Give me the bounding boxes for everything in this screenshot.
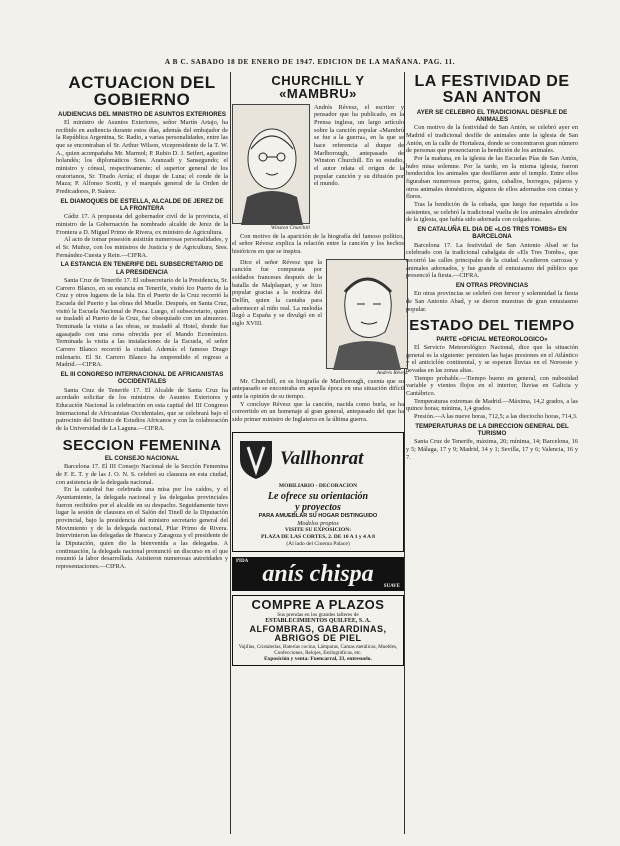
- page-header: A B C. SABADO 18 DE ENERO DE 1947. EDICION DE LA MAÑANA. PAG. 11.: [164, 58, 456, 66]
- ad-anis-brand: anís chispa: [262, 561, 374, 588]
- ad-address: PLAZA DE LAS CORTES, 2. DE 10 A 1 y 4 A 8: [261, 533, 375, 540]
- churchill-portrait-block: [232, 104, 310, 231]
- churchill-portrait: [232, 104, 310, 224]
- subheading: LA ESTANCIA EN TENERIFE DEL SUBSECRETARIO DE LA PRESIDENCIA: [60, 261, 224, 276]
- article-paragraph: Presión.—A las nueve horas, 712,5; a las dieciocho horas, 714,3.: [414, 412, 578, 420]
- ad-line: PARA AMUEBLAR SU HOGAR DISTINGUIDO: [258, 513, 378, 520]
- ad-address: Exposición y venta: Fuencarral, 33, entresuelo.: [264, 656, 372, 663]
- article-paragraph: Dice el señor Révesz que la canción fue compuesta por soldados franceses después de la batalla de Malplaquet, y se hizo popular gracias a la nodriza del Delfín, quien la cantaba para adormecer al niño real. La melodía llegó a España y se divulgó en el siglo XVIII.: [232, 258, 322, 327]
- subheading: AYER SE CELEBRO EL TRADICIONAL DESFILE DE ANIMALES: [416, 108, 568, 123]
- revesz-portrait: [326, 259, 408, 369]
- article-paragraph: Y concluye Révesz que la canción, nacida como burla, se ha convertido en un homenaje al gran general, antepasado del que ha sido primer ministro de Inglaterra en la última guerra.: [232, 400, 404, 423]
- ad-vallhonrat-header: [236, 437, 400, 481]
- ad-line: Le ofrece su orientación: [267, 491, 369, 503]
- subheading: PARTE «OFICIAL METEOROLOGICO»: [436, 335, 548, 343]
- ad-line: Sus prendas en los grandes talleres de: [277, 611, 359, 618]
- article-paragraph: Cádiz 17. A propuesta del gobernador civil de la provincia, el ministro de la Gobernación ha nombrado alcalde de Jerez de la Frontera a D. Miguel Primo de Rivera, ex ministro de Agricultura.: [56, 213, 228, 236]
- column-middle: [232, 72, 408, 834]
- ad-line: (Al lado del Cinema Palace): [286, 540, 350, 547]
- subheading: EL CONSEJO NACIONAL: [104, 454, 180, 462]
- ad-line: Vajillas, Cristalerías, Baterías cocina, Lámparas, Camas metálicas, Muebles, Confecciones, Relojes, Estilográficas, etc.: [238, 643, 398, 656]
- subheading: EL DIAMOQUES DE ESTELLA, ALCALDE DE JEREZ DE LA FRONTERA: [60, 197, 224, 212]
- subheading: EN CATALUÑA EL DIA DE «LOS TRES TOMBS» EN BARCELONA: [417, 225, 567, 241]
- ad-compre-title: COMPRE A PLAZOS: [251, 597, 385, 613]
- ad-line: Modelos propios: [297, 519, 339, 527]
- portrait-sketch-icon: [327, 260, 407, 370]
- revesz-block: [232, 258, 408, 376]
- article-paragraph: Tiempo probable.—Tiempo bueno en general, con nubosidad variable y vientos flojos en el interior; lluvias en Galicia y Cantábrico.: [406, 374, 578, 397]
- article-paragraph: Barcelona 17. El III Consejo Nacional de la Sección Femenina de F. E. T. y de las J. O. N. S. celebró su clausura en esta ciudad, con asistencia de la delegada nacional.: [56, 463, 228, 486]
- article-title-tiempo: ESTADO DEL TIEMPO: [409, 317, 575, 335]
- subheading: EL III CONGRESO INTERNACIONAL DE AFRICANISTAS OCCIDENTALES: [60, 371, 224, 386]
- article-paragraph: Tras la bendición de la cebada, que luego fue repartida a los asistentes, se celebró la tradicional vuelta de los animales alrededor de la iglesia, que había sido adornada con colgaduras.: [406, 200, 578, 224]
- subheading: TEMPERATURAS DE LA DIRECCION GENERAL DEL TURISMO: [415, 422, 569, 437]
- ad-anis-small: PIDA: [236, 559, 249, 565]
- ad-anis-tag: SUAVE: [383, 584, 400, 590]
- article-paragraph: Andrés Révesz, el escritor y pensador que ha publicado, en la Prensa inglesa, un largo artículo sobre la canción popular «Mambrú se fue a la guerra», en la que se hace referencia al duque de Marlborough, antepasado de Winston Churchill. En su estudio, el autor relata el origen de la popular canción y su difusión por el mundo.: [314, 103, 404, 188]
- subheading: EN OTRAS PROVINCIAS: [455, 281, 529, 289]
- article-paragraph: Con motivo de la festividad de San Antón, se celebró ayer en Madrid el tradicional desfile de animales ante la iglesia de San Antón, en la calle de Hortaleza, donde se concentraron gran número de personas que presenciaron la bendición de los animales.: [406, 124, 578, 155]
- ad-vallhonrat: [232, 432, 404, 553]
- shield-logo-icon: [236, 437, 276, 481]
- photo-caption: Winston Churchill: [270, 224, 310, 231]
- photo-caption: Andrés Révesz: [376, 369, 408, 376]
- article-title-seccion-femenina: SECCION FEMENINA: [62, 436, 222, 454]
- portrait-sketch-icon: [233, 105, 311, 225]
- ad-line: ALFOMBRAS, GABARDINAS, ABRIGOS DE PIEL: [249, 624, 387, 644]
- article-paragraph: En la catedral fue celebrada una misa por los caídos, y el Ayuntamiento, la delegada nacional y las delegadas provinciales fueron recibidos por el alcalde en su despacho. Seguidamente tuvo lugar la sesión de clausura en el Salón del Tinell de la Diputación provincial, bajo la presidencia del ministro secretario general del Movimiento y de la delegada nacional, Pilar Primo de Rivera. Intervinieron las delegadas de Huesca y Zaragoza y el presidente de la Diputación, quien dio la bienvenida a las delegadas. A continuación, la delegada nacional pronunció un discurso en el que resumió la labor desarrollada. Asistieron numerosas autoridades y representaciones.—CIFRA.: [56, 486, 228, 571]
- article-title-san-anton: LA FESTIVIDAD DE SAN ANTON: [414, 73, 570, 107]
- ad-line: VISITE SU EXPOSICION:: [284, 527, 352, 534]
- article-paragraph: Santa Cruz de Tenerife 17. El subsecretario de la Presidencia, Sr. Carrero Blanco, en su estancia en Tenerife, visitó Ico Puerto de la Cruz y otros lugares de la isla. En el Puerto de la Cruz recorrió la Escuela del Puerto y las obras del Muelle. Después, en Santa Cruz, visitó la Escuela Nacional de Pesca. Luego, el subsecretario, quien se trasladó al Puerto de la Cruz, fue obsequiado con un almuerzo. Terminada la visita a las obras, se trasladó al Hotel, donde fue agasajado con una cena ofrecida por el Mando Económico. Terminada la visita a las instalaciones de la Escuela, el señor Carrero Blanco recorrió la ciudad. Además el famoso Drago milenario. El Sr. Carrero Blanco ha emprendido el regreso a Madrid.—CIFRA.: [56, 276, 228, 369]
- ad-tagline: MOBILIARIO - DECORACION: [278, 482, 358, 489]
- article-title-gobierno: ACTUACION DEL GOBIERNO: [68, 73, 216, 110]
- article-paragraph: Por la mañana, en la iglesia de las Escuelas Pías de San Antón, hubo misa solemne. Por la tarde, en la misma iglesia, fueron bendecidos los animales que desfilaron ante el templo. Entre ellos figuraban numerosos perros, gatos, caballos, borregos, pájaros y otros animales domésticos, algunos de ellos adornados con cintas y flores.: [406, 154, 578, 201]
- article-title-churchill: CHURCHILL Y «MAMBRU»: [271, 73, 365, 102]
- article-paragraph: El ministro de Asuntos Exteriores, señor Martín Artajo, ha recibido en audiencia durante estos días, además del embajador de la República Argentina, Sr. Radio, a varias personalidades, entre las que se encontraban el Sr. Arthur Wilson, vicepresidente de la T. W. A., quien acompañaba Mr. Marmol; P. Rubio D. J. Seifert, agustino holandés; los diplomáticos Sres. Aranzadi y Sansegundo; el ministro y cónsul, respectivamente; el superior general de los oratorianos, Sr. Tirado Arrúa; el duque de Luna; el conde de la Maza; P. Alfonso Scotti, y el marqués general de la Orden de Predicadores, P. Suárez.: [56, 118, 228, 196]
- article-paragraph: En otras provincias se celebró con fervor y solemnidad la fiesta de San Antonio Abad, y se dieron muestras de gran entusiasmo popular.: [406, 290, 578, 313]
- churchill-block: [232, 104, 404, 231]
- article-paragraph: Barcelona 17. La festividad de San Antonio Abad se ha celebrado con la tradicional cabalgata de «Els Tres Tombs», que recorrió las calles principales de la ciudad. Acudieron carrozas y animales adornados, y fue grande el entusiasmo del público que presenció la fiesta.—CIFRA.: [406, 241, 578, 280]
- ad-line: ESTABLECIMIENTOS QUILFEE, S. A.: [265, 618, 371, 625]
- column-divider: [230, 72, 231, 834]
- subheading: AUDIENCIAS DEL MINISTRO DE ASUNTOS EXTERIORES: [58, 110, 226, 118]
- revesz-portrait-block: [326, 259, 408, 376]
- column-divider: [404, 72, 405, 834]
- article-paragraph: Santa Cruz de Tenerife 17. El Alcalde de Santa Cruz ha acordado solicitar de los ministros de Asuntos Exteriores y Educación Nacional la celebración en esta capital del III Congreso Internacional de Africanistas Occidentales, que se celebrará bajo el patrocinio del Instituto de Estudios Africanos y con la colaboración de la Universidad de La Laguna.—CIFRA.: [56, 386, 228, 433]
- article-paragraph: El Servicio Meteorológico Nacional, dice que la situación general es la siguiente: persisten las bajas presiones en el Atlántico y el anticiclón continental, y se esperan lluvias en el Noroeste y nevadas en las zonas altas.: [406, 343, 578, 374]
- article-paragraph: Mr. Churchill, en su biografía de Marlborough, cuenta que su antepasado se encontraba en aquella época en una situación difícil ante la opinión de su tiempo.: [232, 377, 404, 400]
- ad-compre-a-plazos: [232, 595, 404, 665]
- article-paragraph: Santa Cruz de Tenerife, máxima, 20; mínima, 14; Barcelona, 16 y 5; Málaga, 17 y 9; Madrid, 14 y 1; Sevilla, 17 y 6; Valencia, 16 y 7.: [406, 438, 578, 461]
- ad-anis-chispa: [232, 557, 404, 591]
- article-paragraph: Con motivo de la aparición de la biografía del famoso político, el señor Révesz explica la relación entre la canción y los hechos históricos en que se inspira.: [232, 232, 404, 255]
- column-left: [56, 72, 228, 834]
- article-paragraph: Temperaturas extremas de Madrid.—Máxima, 14,2 grados, a las quince horas; mínima, 1,4 grados.: [406, 397, 578, 413]
- column-right: [406, 72, 578, 834]
- article-paragraph: Al acto de tomar posesión asistirán numerosas personalidades, y el Sr. Muñoz, con los ministros de Justicia y de Agricultura, Sres. Fernández-Cuesta y Rein.—CIFRA.: [56, 236, 228, 259]
- ad-brand: Vallhonrat: [280, 447, 364, 469]
- ad-line: y proyectos: [295, 502, 341, 514]
